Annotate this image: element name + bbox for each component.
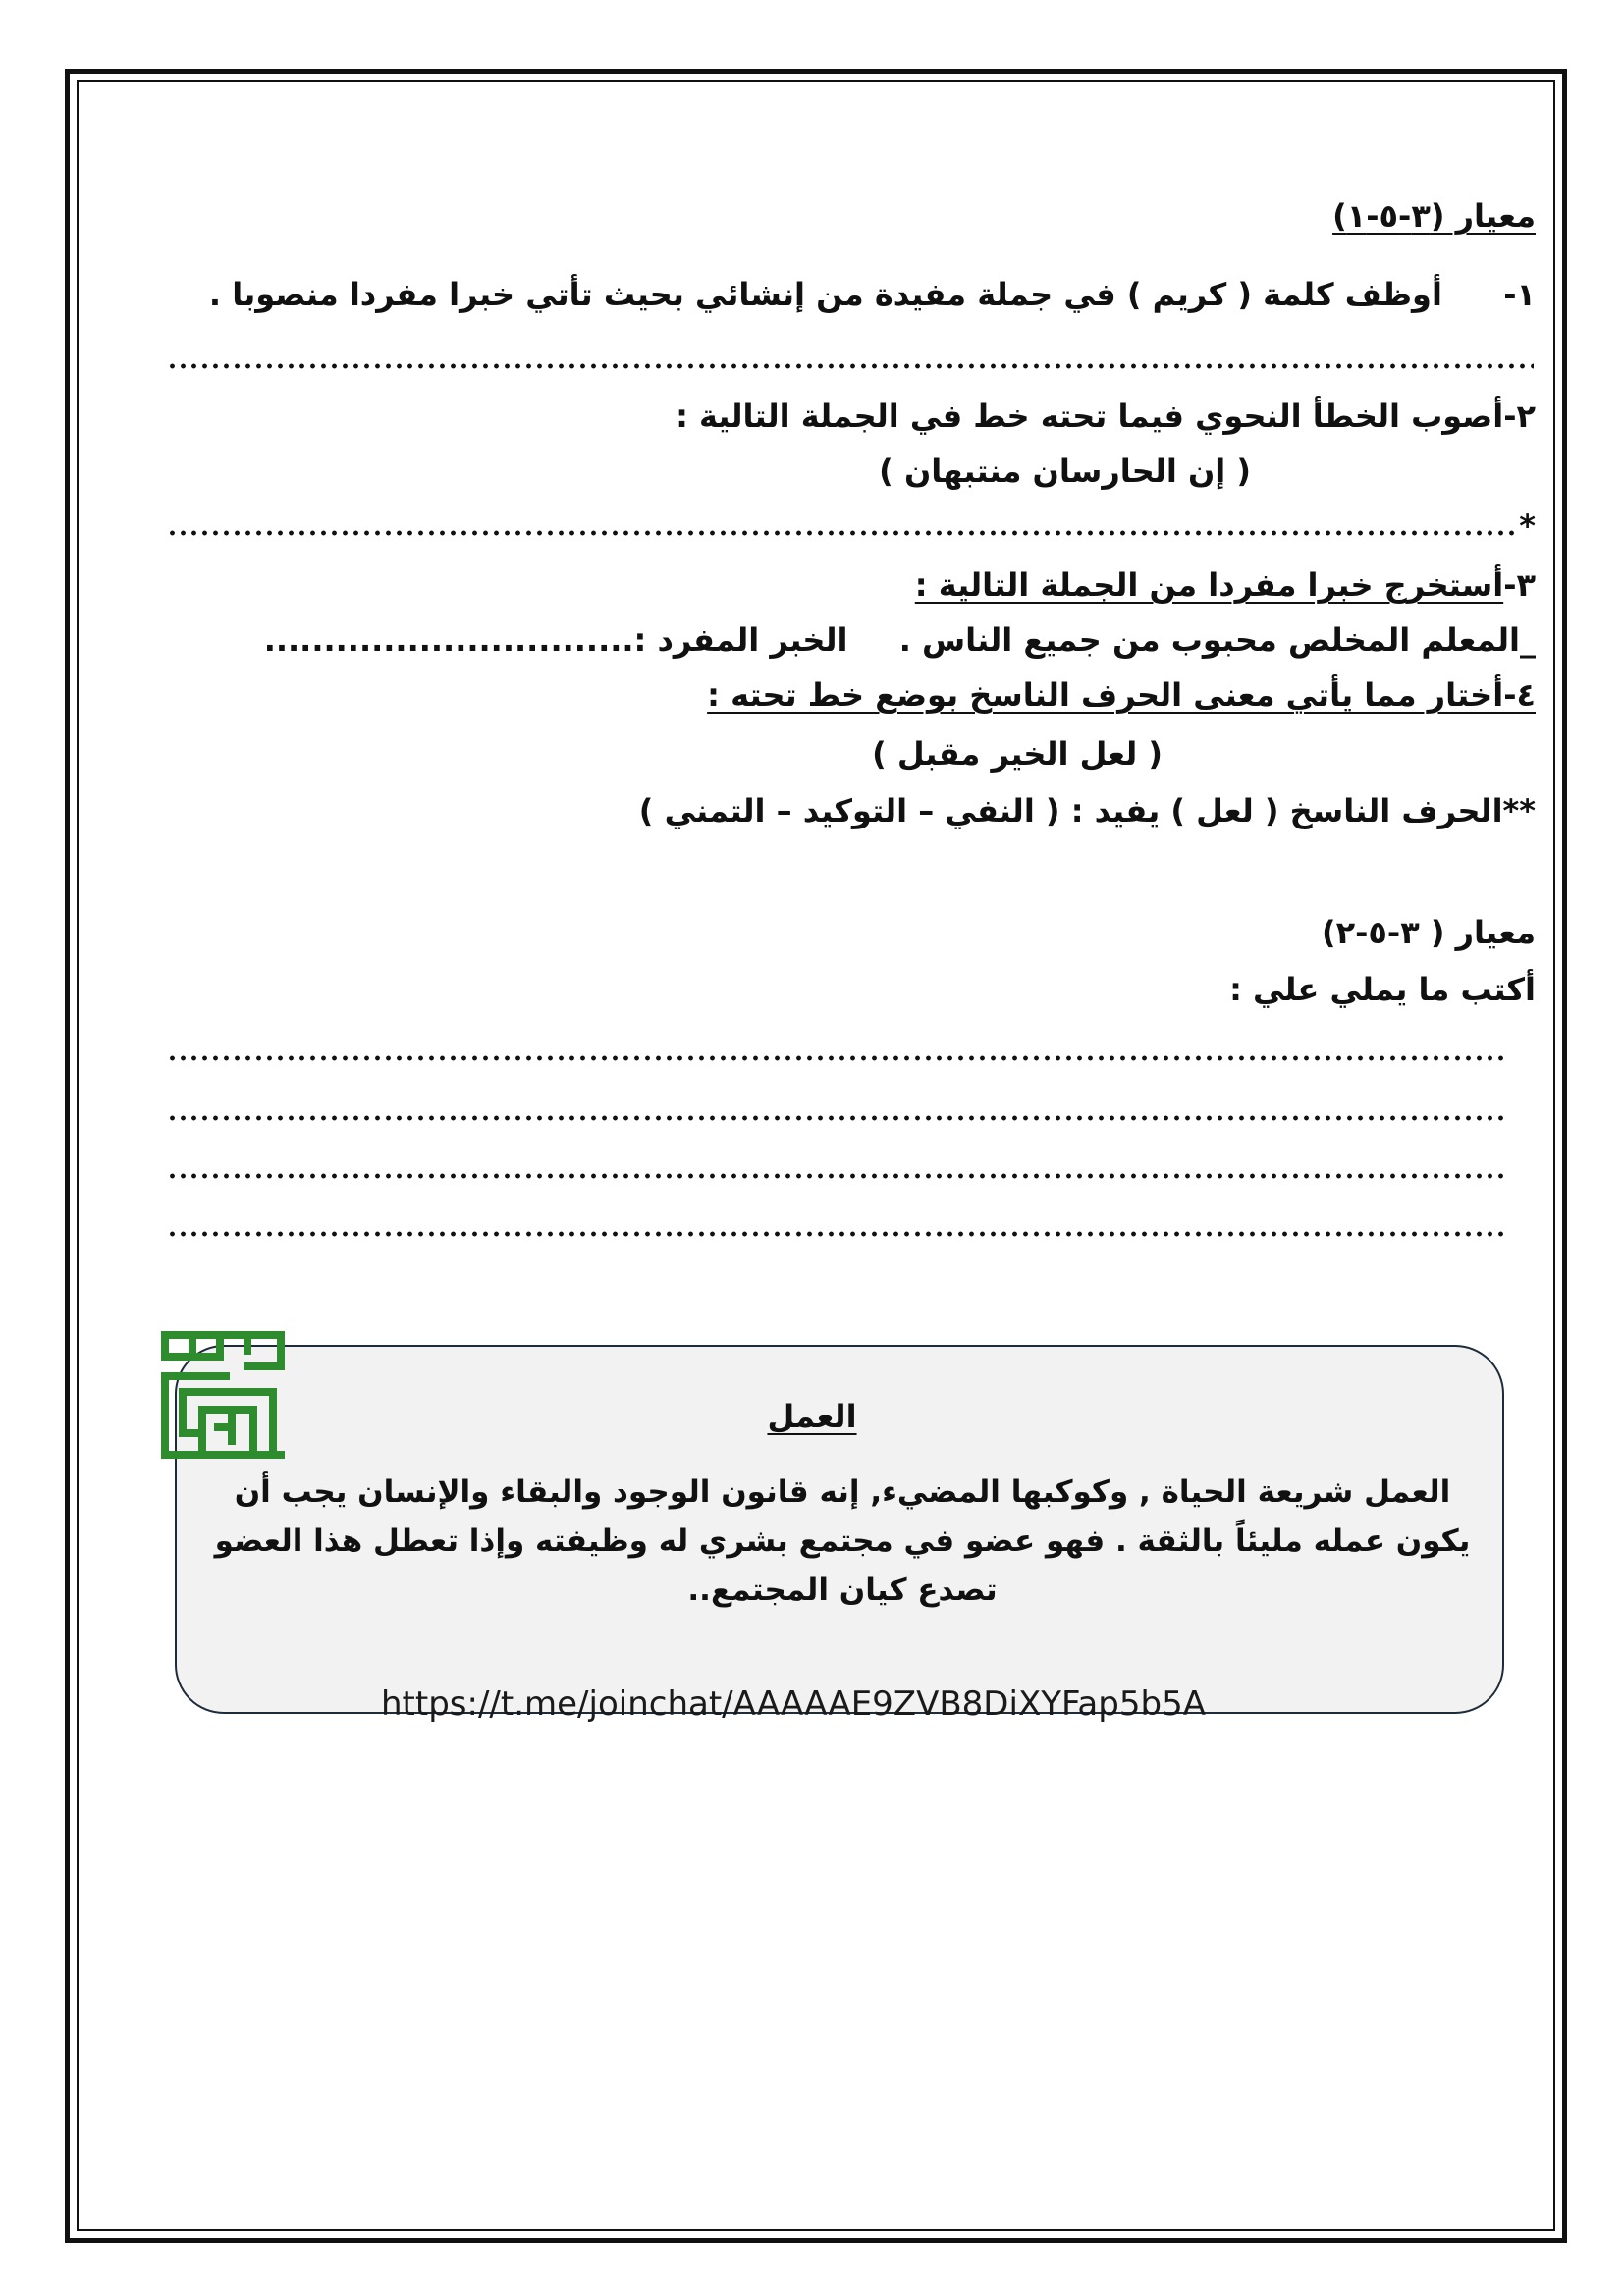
question-2-sentence: ( إن الحارسان منتبهان ) [879,453,1251,490]
question-4-sentence: ( لعل الخير مقبل ) [872,735,1163,773]
dictation-line-4[interactable] [167,1231,1506,1237]
passage-line-1: العمل شريعة الحياة , وكوكبها المضيء, إنه قانون الوجود والبقاء والإنسان يجب أن [234,1474,1451,1510]
logo-icon [159,1327,287,1465]
question-1-number: ١- [1503,276,1536,313]
answer-line-2[interactable] [167,530,1516,536]
dictation-line-3[interactable] [167,1173,1506,1179]
question-3: ٣-أستخرج خبرا مفردا من الجملة التالية : [914,566,1536,604]
reading-passage-title: العمل [767,1398,857,1435]
telegram-link[interactable]: https://t.me/joinchat/AAAAAE9ZVB8DiXYFap5b5A [381,1684,1206,1724]
passage-line-2: يكون عمله مليئاً بالثقة . فهو عضو في مجتمع بشري له وظيفته وإذا تعطل هذا العضو [214,1523,1471,1559]
standard-1-title: معيار (٣-٥-١) [1332,197,1536,235]
answer-line-1[interactable] [167,363,1534,369]
standard-2-title: معيار ( ٣-٥-٢) [1321,914,1536,951]
passage-line-3: تصدع كيان المجتمع.. [687,1573,998,1608]
question-4-choices[interactable]: **الحرف الناسخ ( لعل ) يفيد : ( النفي – التوكيد – التمني ) [638,792,1536,829]
question-1-text: أوظف كلمة ( كريم ) في جملة مفيدة من إنشائي بحيث تأتي خبرا مفردا منصوبا . [208,276,1442,313]
question-3-sentence: _المعلم المخلص محبوب من جميع الناس . الخبر المفرد :............................... [263,621,1536,659]
reading-passage-body [206,1468,1479,1615]
dictation-line-2[interactable] [167,1115,1506,1121]
question-4: ٤-أختار مما يأتي معنى الحرف الناسخ بوضع خط تحته : [707,676,1536,714]
dictation-line-1[interactable] [167,1055,1506,1061]
question-2: ٢-أصوب الخطأ النحوي فيما تحته خط في الجملة التالية : [676,398,1536,435]
question-2-answer-marker: * [1519,507,1536,545]
dictation-instruction: أكتب ما يملي علي : [1229,971,1536,1008]
question-3-answer-label[interactable]: الخبر المفرد :............................... [263,621,848,659]
question-1 [167,271,1536,318]
